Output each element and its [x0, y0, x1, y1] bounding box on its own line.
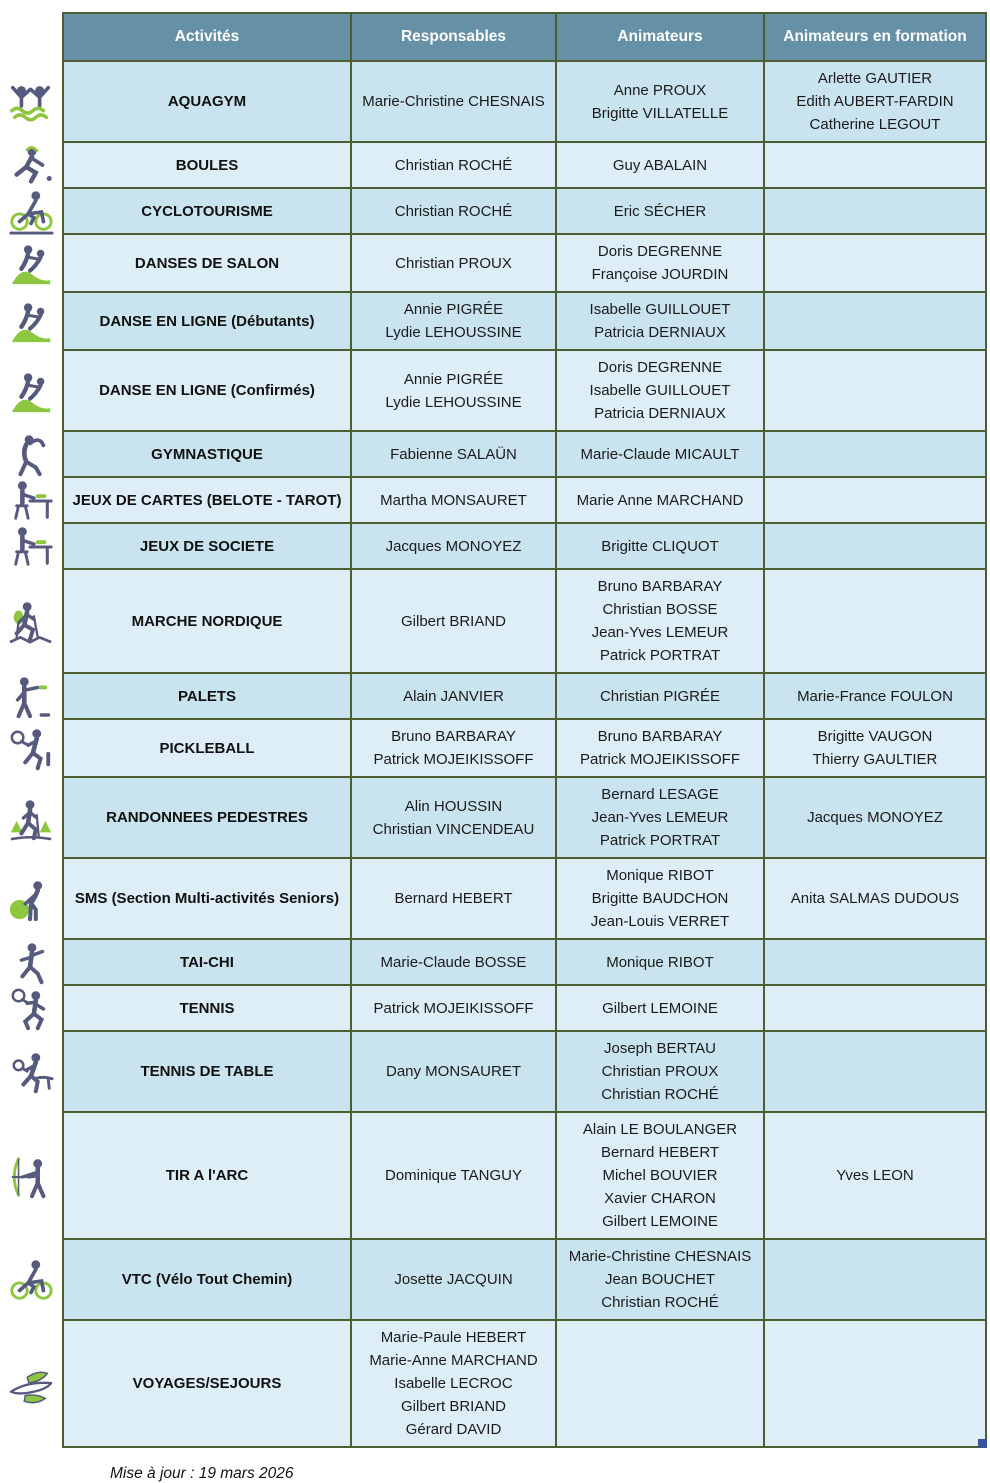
person-name: Lydie LEHOUSSINE — [385, 393, 522, 411]
person-name: Isabelle GUILLOUET — [589, 382, 731, 399]
responsables-cell — [352, 351, 557, 432]
activity-name: AQUAGYM — [62, 62, 352, 143]
palets-icon — [0, 674, 62, 720]
boules-icon — [0, 143, 62, 189]
formation-cell — [765, 432, 987, 478]
activity-name: TAI-CHI — [62, 940, 352, 986]
person-name: Gilbert BRIAND — [400, 1398, 507, 1415]
animateurs-cell — [557, 293, 765, 351]
animateurs-cell — [557, 570, 765, 674]
animateurs-cell — [557, 859, 765, 940]
responsables-cell — [352, 940, 557, 986]
formation-cell — [765, 1032, 987, 1113]
activity-name: DANSES DE SALON — [62, 235, 352, 293]
person-name: Bernard LESAGE — [601, 786, 719, 803]
formation-cell — [765, 674, 987, 720]
update-note: Mise à jour : 19 mars 2026 — [110, 1465, 294, 1482]
animateurs-cell — [557, 189, 765, 235]
animateurs-cell — [557, 1032, 765, 1113]
responsables-cell — [352, 720, 557, 778]
person-name: Christian PROUX — [395, 254, 512, 272]
table-corner-marker — [978, 1439, 987, 1448]
person-name: Jean BOUCHET — [604, 1271, 716, 1288]
person-name: Marie-Christine CHESNAIS — [568, 1248, 752, 1265]
responsables-cell — [352, 859, 557, 940]
person-name: Gilbert LEMOINE — [602, 1213, 718, 1230]
person-name: Jacques MONOYEZ — [807, 809, 943, 826]
person-name: Patrick PORTRAT — [599, 832, 721, 849]
formation-cell — [765, 293, 987, 351]
animateurs-cell — [557, 1113, 765, 1240]
seniors-activity-icon — [0, 859, 62, 940]
column-header: Animateurs — [557, 12, 765, 62]
vtc-bike-icon — [0, 1240, 62, 1321]
table-tennis-icon — [0, 1032, 62, 1113]
responsables-cell — [352, 235, 557, 293]
activities-table — [0, 12, 987, 1448]
person-name: Michel BOUVIER — [602, 1167, 718, 1184]
person-name: Alain LE BOULANGER — [582, 1121, 738, 1138]
person-name: Isabelle GUILLOUET — [589, 301, 731, 318]
activity-name: VOYAGES/SEJOURS — [62, 1321, 352, 1448]
animateurs-cell — [557, 674, 765, 720]
person-name: Brigitte CLIQUOT — [601, 537, 719, 555]
person-name: Dominique TANGUY — [385, 1167, 522, 1184]
person-name: Anne PROUX — [613, 81, 707, 99]
person-name: Doris DEGRENNE — [597, 243, 723, 260]
person-name: Edith AUBERT-FARDIN — [796, 93, 954, 110]
person-name: Christian ROCHÉ — [601, 1086, 719, 1103]
travel-icon — [0, 1321, 62, 1448]
animateurs-cell — [557, 1321, 765, 1448]
animateurs-cell — [557, 986, 765, 1032]
responsables-cell — [352, 570, 557, 674]
archery-icon — [0, 1113, 62, 1240]
formation-cell — [765, 478, 987, 524]
responsables-cell — [352, 986, 557, 1032]
animateurs-cell — [557, 524, 765, 570]
person-name: Brigitte VAUGON — [817, 728, 933, 745]
activity-name: PICKLEBALL — [62, 720, 352, 778]
person-name: Patrick MOJEIKISSOFF — [373, 999, 534, 1017]
aquagym-icon — [0, 62, 62, 143]
person-name: Marie-Claude MICAULT — [580, 445, 740, 463]
activity-name: SMS (Section Multi-activités Seniors) — [62, 859, 352, 940]
animateurs-cell — [557, 351, 765, 432]
person-name: Annie PIGRÉE — [403, 301, 504, 318]
column-header: Animateurs en formation — [765, 12, 987, 62]
activity-name: GYMNASTIQUE — [62, 432, 352, 478]
person-name: Bruno BARBARAY — [597, 578, 723, 595]
person-name: Françoise JOURDIN — [591, 266, 729, 283]
person-name: Christian ROCHÉ — [394, 156, 513, 174]
icon-column-spacer — [0, 12, 62, 62]
activity-name: MARCHE NORDIQUE — [62, 570, 352, 674]
person-name: Arlette GAUTIER — [817, 70, 933, 87]
activities-grid — [0, 12, 987, 1448]
formation-cell — [765, 720, 987, 778]
animateurs-cell — [557, 143, 765, 189]
responsables-cell — [352, 1321, 557, 1448]
column-header: Responsables — [352, 12, 557, 62]
activity-name: RANDONNEES PEDESTRES — [62, 778, 352, 859]
formation-cell — [765, 143, 987, 189]
person-name: Thierry GAULTIER — [812, 751, 938, 768]
person-name: Christian ROCHÉ — [601, 1294, 719, 1311]
responsables-cell — [352, 1032, 557, 1113]
cyclotourism-icon — [0, 189, 62, 235]
formation-cell — [765, 1113, 987, 1240]
animateurs-cell — [557, 62, 765, 143]
person-name: Jean-Yves LEMEUR — [591, 624, 729, 641]
person-name: Patrick PORTRAT — [599, 647, 721, 664]
board-games-icon — [0, 524, 62, 570]
person-name: Doris DEGRENNE — [597, 359, 723, 376]
person-name: Xavier CHARON — [604, 1190, 716, 1207]
person-name: Brigitte BAUDCHON — [591, 890, 729, 907]
person-name: Patrick MOJEIKISSOFF — [373, 751, 534, 768]
person-name: Josette JACQUIN — [394, 1271, 513, 1288]
animateurs-cell — [557, 1240, 765, 1321]
animateurs-cell — [557, 778, 765, 859]
person-name: Joseph BERTAU — [604, 1040, 716, 1057]
activity-name: PALETS — [62, 674, 352, 720]
person-name: Marie-Anne MARCHAND — [369, 1352, 538, 1369]
activity-name: DANSE EN LIGNE (Débutants) — [62, 293, 352, 351]
person-name: Lydie LEHOUSSINE — [385, 324, 522, 341]
activity-name: TENNIS — [62, 986, 352, 1032]
formation-cell — [765, 524, 987, 570]
person-name: Christian VINCENDEAU — [372, 820, 535, 838]
person-name: Christian PIGRÉE — [599, 687, 721, 705]
person-name: Marie Anne MARCHAND — [576, 491, 744, 509]
person-name: Marie-France FOULON — [797, 687, 953, 705]
line-dance-icon — [0, 293, 62, 351]
nordic-walking-icon — [0, 570, 62, 674]
person-name: Fabienne SALAÜN — [390, 445, 517, 463]
animateurs-cell — [557, 940, 765, 986]
animateurs-cell — [557, 478, 765, 524]
person-name: Alin HOUSSIN — [404, 797, 503, 815]
person-name: Jean-Louis VERRET — [590, 913, 730, 930]
person-name: Bruno BARBARAY — [597, 728, 723, 745]
responsables-cell — [352, 432, 557, 478]
responsables-cell — [352, 143, 557, 189]
formation-cell — [765, 1240, 987, 1321]
formation-cell — [765, 859, 987, 940]
person-name: Alain JANVIER — [403, 687, 504, 705]
person-name: Brigitte VILLATELLE — [591, 104, 729, 122]
formation-cell — [765, 940, 987, 986]
activity-name: JEUX DE SOCIETE — [62, 524, 352, 570]
activity-name: VTC (Vélo Tout Chemin) — [62, 1240, 352, 1321]
person-name: Patrick MOJEIKISSOFF — [579, 751, 741, 768]
activity-name: DANSE EN LIGNE (Confirmés) — [62, 351, 352, 432]
column-header: Activités — [62, 12, 352, 62]
person-name: Gérard DAVID — [405, 1421, 502, 1438]
activity-name: CYCLOTOURISME — [62, 189, 352, 235]
person-name: Eric SÉCHER — [613, 202, 707, 220]
person-name: Monique RIBOT — [606, 867, 714, 884]
activity-name: TIR A l'ARC — [62, 1113, 352, 1240]
person-name: Christian PROUX — [601, 1063, 719, 1080]
person-name: Marie-Christine CHESNAIS — [362, 93, 545, 110]
responsables-cell — [352, 778, 557, 859]
responsables-cell — [352, 524, 557, 570]
person-name: Bernard HEBERT — [394, 890, 513, 907]
pickleball-icon — [0, 720, 62, 778]
responsables-cell — [352, 1113, 557, 1240]
person-name: Martha MONSAURET — [380, 491, 527, 509]
person-name: Dany MONSAURET — [385, 1063, 522, 1080]
person-name: Gilbert BRIAND — [400, 612, 507, 630]
person-name: Yves LEON — [836, 1167, 914, 1184]
responsables-cell — [352, 293, 557, 351]
responsables-cell — [352, 478, 557, 524]
formation-cell — [765, 62, 987, 143]
ballroom-dance-icon — [0, 235, 62, 293]
responsables-cell — [352, 189, 557, 235]
person-name: Annie PIGRÉE — [403, 370, 504, 388]
activity-name: TENNIS DE TABLE — [62, 1032, 352, 1113]
animateurs-cell — [557, 432, 765, 478]
responsables-cell — [352, 1240, 557, 1321]
person-name: Anita SALMAS DUDOUS — [790, 890, 960, 907]
formation-cell — [765, 570, 987, 674]
person-name: Bernard HEBERT — [600, 1144, 720, 1161]
person-name: Christian BOSSE — [602, 601, 718, 618]
person-name: Patricia DERNIAUX — [594, 324, 726, 341]
formation-cell — [765, 778, 987, 859]
formation-cell — [765, 189, 987, 235]
tai-chi-icon — [0, 940, 62, 986]
animateurs-cell — [557, 720, 765, 778]
formation-cell — [765, 235, 987, 293]
activity-name: BOULES — [62, 143, 352, 189]
formation-cell — [765, 1321, 987, 1448]
person-name: Guy ABALAIN — [612, 156, 708, 174]
person-name: Monique RIBOT — [606, 953, 714, 971]
activity-name: JEUX DE CARTES (BELOTE - TAROT) — [62, 478, 352, 524]
person-name: Jacques MONOYEZ — [385, 537, 522, 555]
hiking-icon — [0, 778, 62, 859]
person-name: Marie-Claude BOSSE — [380, 953, 527, 971]
responsables-cell — [352, 674, 557, 720]
person-name: Bruno BARBARAY — [391, 728, 516, 745]
person-name: Isabelle LECROC — [394, 1375, 513, 1392]
tennis-icon — [0, 986, 62, 1032]
person-name: Gilbert LEMOINE — [602, 999, 718, 1017]
person-name: Christian ROCHÉ — [394, 202, 513, 220]
person-name: Jean-Yves LEMEUR — [591, 809, 729, 826]
person-name: Marie-Paule HEBERT — [380, 1329, 527, 1346]
formation-cell — [765, 351, 987, 432]
responsables-cell — [352, 62, 557, 143]
gymnastics-icon — [0, 432, 62, 478]
card-games-icon — [0, 478, 62, 524]
person-name: Catherine LEGOUT — [809, 116, 941, 133]
formation-cell — [765, 986, 987, 1032]
animateurs-cell — [557, 235, 765, 293]
person-name: Patricia DERNIAUX — [594, 405, 726, 422]
line-dance-icon — [0, 351, 62, 432]
